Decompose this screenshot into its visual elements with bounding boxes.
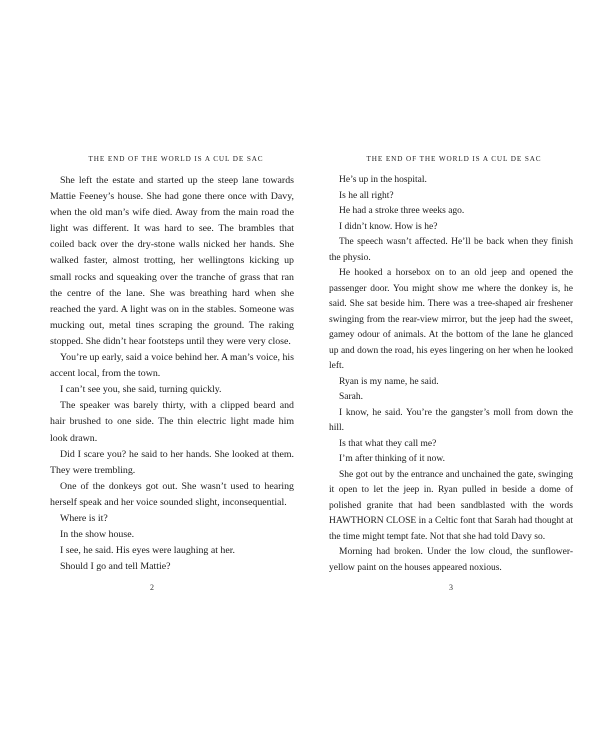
paragraph: I see, he said. His eyes were laughing at her. xyxy=(60,545,235,557)
paragraph: He’s up in the hospital. xyxy=(339,175,427,185)
right-page xyxy=(300,0,600,750)
paragraph: Did I scare you? he said to her hands. She looked at them. They were trembling. xyxy=(50,448,294,476)
paragraph: One of the donkeys got out. She wasn’t used to hearing herself speak and her voice sounded slight, inconsequential. xyxy=(50,480,294,508)
paragraph: I know, he said. You’re the gangster’s moll from down the hill. xyxy=(329,407,573,433)
body-text xyxy=(50,173,294,575)
paragraph: Ryan is my name, he said. xyxy=(339,376,439,387)
paragraph: I can’t see you, she said, turning quickly. xyxy=(60,384,222,396)
paragraph: He hooked a horsebox on to an old jeep and opened the passenger door. You might show me where the donkey is, he said. She sat beside him. There was a tree-shaped air freshener swinging from the rear-view mirror, but the jeep had the sweet, gamey odour of animals. At the bottom of the lane he glanced up and down the road, his eyes lingering on her when he looked left. xyxy=(329,268,573,371)
body-text xyxy=(329,173,573,576)
page-number: 3 xyxy=(449,583,453,592)
running-head: THE END OF THE WORLD IS A CUL DE SAC xyxy=(366,155,542,163)
paragraph: Should I go and tell Mattie? xyxy=(60,561,171,573)
paragraph: Sarah. xyxy=(339,392,364,402)
paragraph: She left the estate and started up the steep lane towards Mattie Feeney’s house. She had gone there once with Davy, when the old man’s wife died. Away from the main road the light was different. It was hard to see. The brambles that coiled back over the dry-stone walls nicked her hands. She walked faster, almost trotting, her wellingtons kicking up small rocks and squeaking over the tranche of grass that ran the centre of the lane. She was breathing hard when she reached the yard. A light was on in the stables. Someone was mucking out, metal tines scraping the ground. The raking stopped. She didn’t hear footsteps until they were very close. xyxy=(50,175,294,347)
paragraph: I didn’t know. How is he? xyxy=(339,221,438,232)
running-head: THE END OF THE WORLD IS A CUL DE SAC xyxy=(88,155,264,163)
paragraph: Morning had broken. Under the low cloud, the sunflower-yellow paint on the houses appeared noxious. xyxy=(329,547,573,573)
paragraph: You’re up early, said a voice behind her. A man’s voice, his accent local, from the town. xyxy=(50,352,294,380)
paragraph: Where is it? xyxy=(60,512,108,524)
paragraph: She got out by the entrance and unchained the gate, swinging it open to let the jeep in. Ryan pulled in beside a dome of polished granite that had been sandblasted with the words HAWTHORN CLOSE in a Celtic font that Sarah had thought at the time might tempt fate. Not that she had told Davy so. xyxy=(329,469,573,542)
paragraph: I’m after thinking of it now. xyxy=(339,454,445,464)
paragraph: Is that what they call me? xyxy=(339,438,437,449)
paragraph: The speech wasn’t affected. He’ll be back when they finish the physio. xyxy=(329,237,573,263)
paragraph: Is he all right? xyxy=(339,190,394,201)
page-number: 2 xyxy=(150,583,154,592)
paragraph: The speaker was barely thirty, with a clipped beard and hair brushed to one side. The thin electric light made him look drawn. xyxy=(50,400,294,444)
paragraph: In the show house. xyxy=(60,529,135,541)
paragraph: He had a stroke three weeks ago. xyxy=(339,206,465,216)
